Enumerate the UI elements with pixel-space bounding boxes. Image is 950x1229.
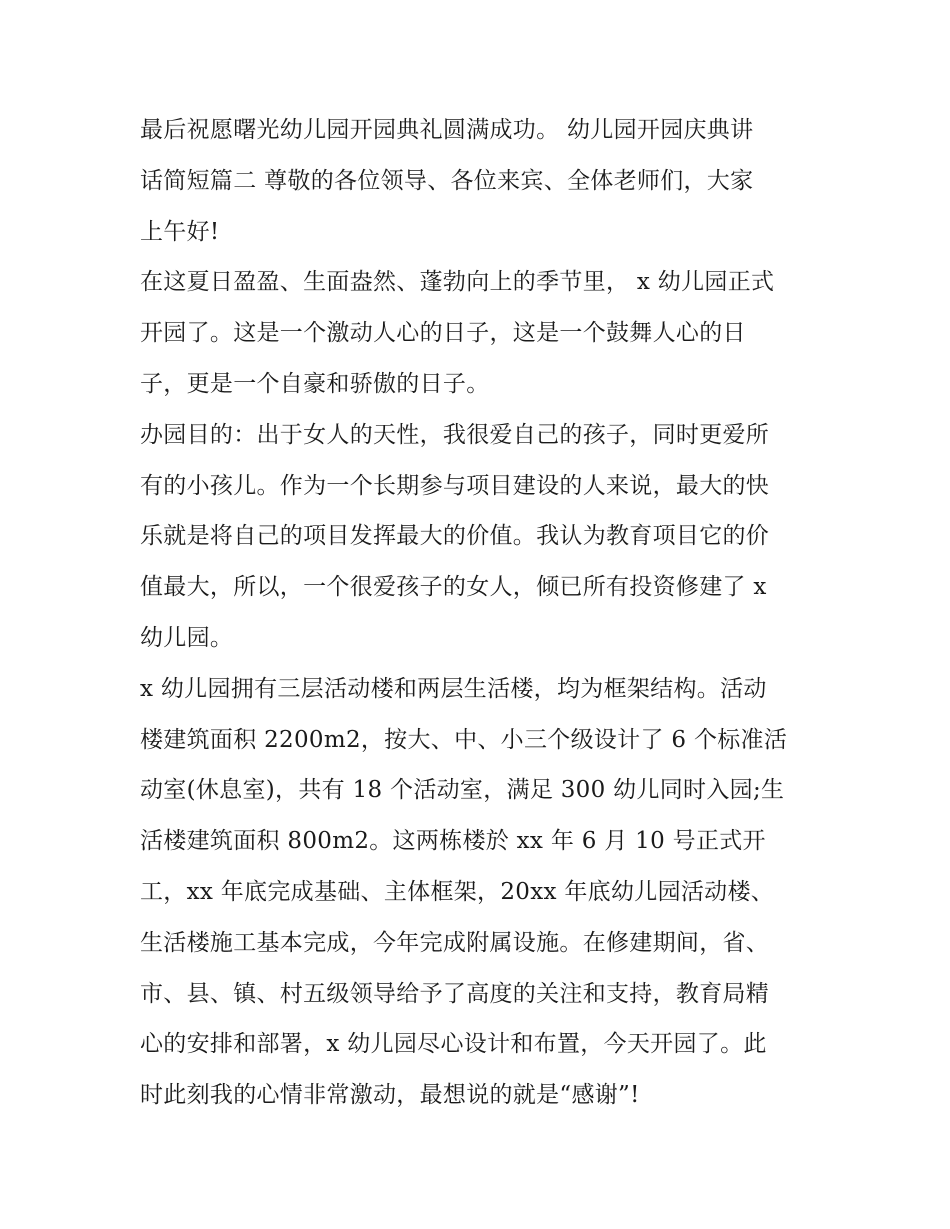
text-line: 心的安排和部署，x 幼儿园尽心设计和布置，今天开园了。此 [140,1031,767,1058]
text-line: 子，更是一个自豪和骄傲的日子。 [140,370,490,397]
text-line: 最后祝愿曙光幼儿园开园典礼圆满成功。 幼儿园开园庆典讲 [140,117,754,143]
text-line: 楼建筑面积 2200m2，按大、中、小三个级设计了 6 个标准活 [140,726,788,753]
text-line: 话简短篇二 尊敬的各位领导、各位来宾、全体老师们，大家 [140,167,754,194]
text-line: 幼儿园。 [140,624,234,651]
text-line: 上午好! [140,218,220,245]
text-line: 工，xx 年底完成基础、主体框架，20xx 年底幼儿园活动楼、 [140,878,775,905]
text-line: 市、县、镇、村五级领导给予了高度的关注和支持，教育局精 [140,980,770,1007]
text-line: 有的小孩儿。作为一个长期参与项目建设的人来说，最大的快 [140,472,770,499]
document-body [140,105,820,1121]
text-line: 活楼建筑面积 800m2。这两栋楼於 xx 年 6 月 10 号正式开 [140,828,766,855]
text-line: 时此刻我的心情非常激动，最想说的就是“感谢”! [140,1082,640,1109]
text-line: x 幼儿园拥有三层活动楼和两层生活楼，均为框架结构。活动 [140,675,767,702]
text-line: 动室(休息室)，共有 18 个活动室，满足 300 幼儿同时入园;生 [140,777,785,804]
text-line: 乐就是将自己的项目发挥最大的价值。我认为教育项目它的价 [140,523,770,550]
text-line: 开园了。这是一个激动人心的日子，这是一个鼓舞人心的日 [140,320,746,347]
text-line: 值最大，所以，一个很爱孩子的女人，倾已所有投资修建了 x [140,574,767,601]
text-line: 生活楼施工基本完成，今年完成附属设施。在修建期间，省、 [140,929,770,956]
text-line: 在这夏日盈盈、生面盎然、蓬勃向上的季节里， x 幼儿园正式 [140,269,775,296]
text-line: 办园目的：出于女人的天性，我很爱自己的孩子，同时更爱所 [140,421,770,448]
